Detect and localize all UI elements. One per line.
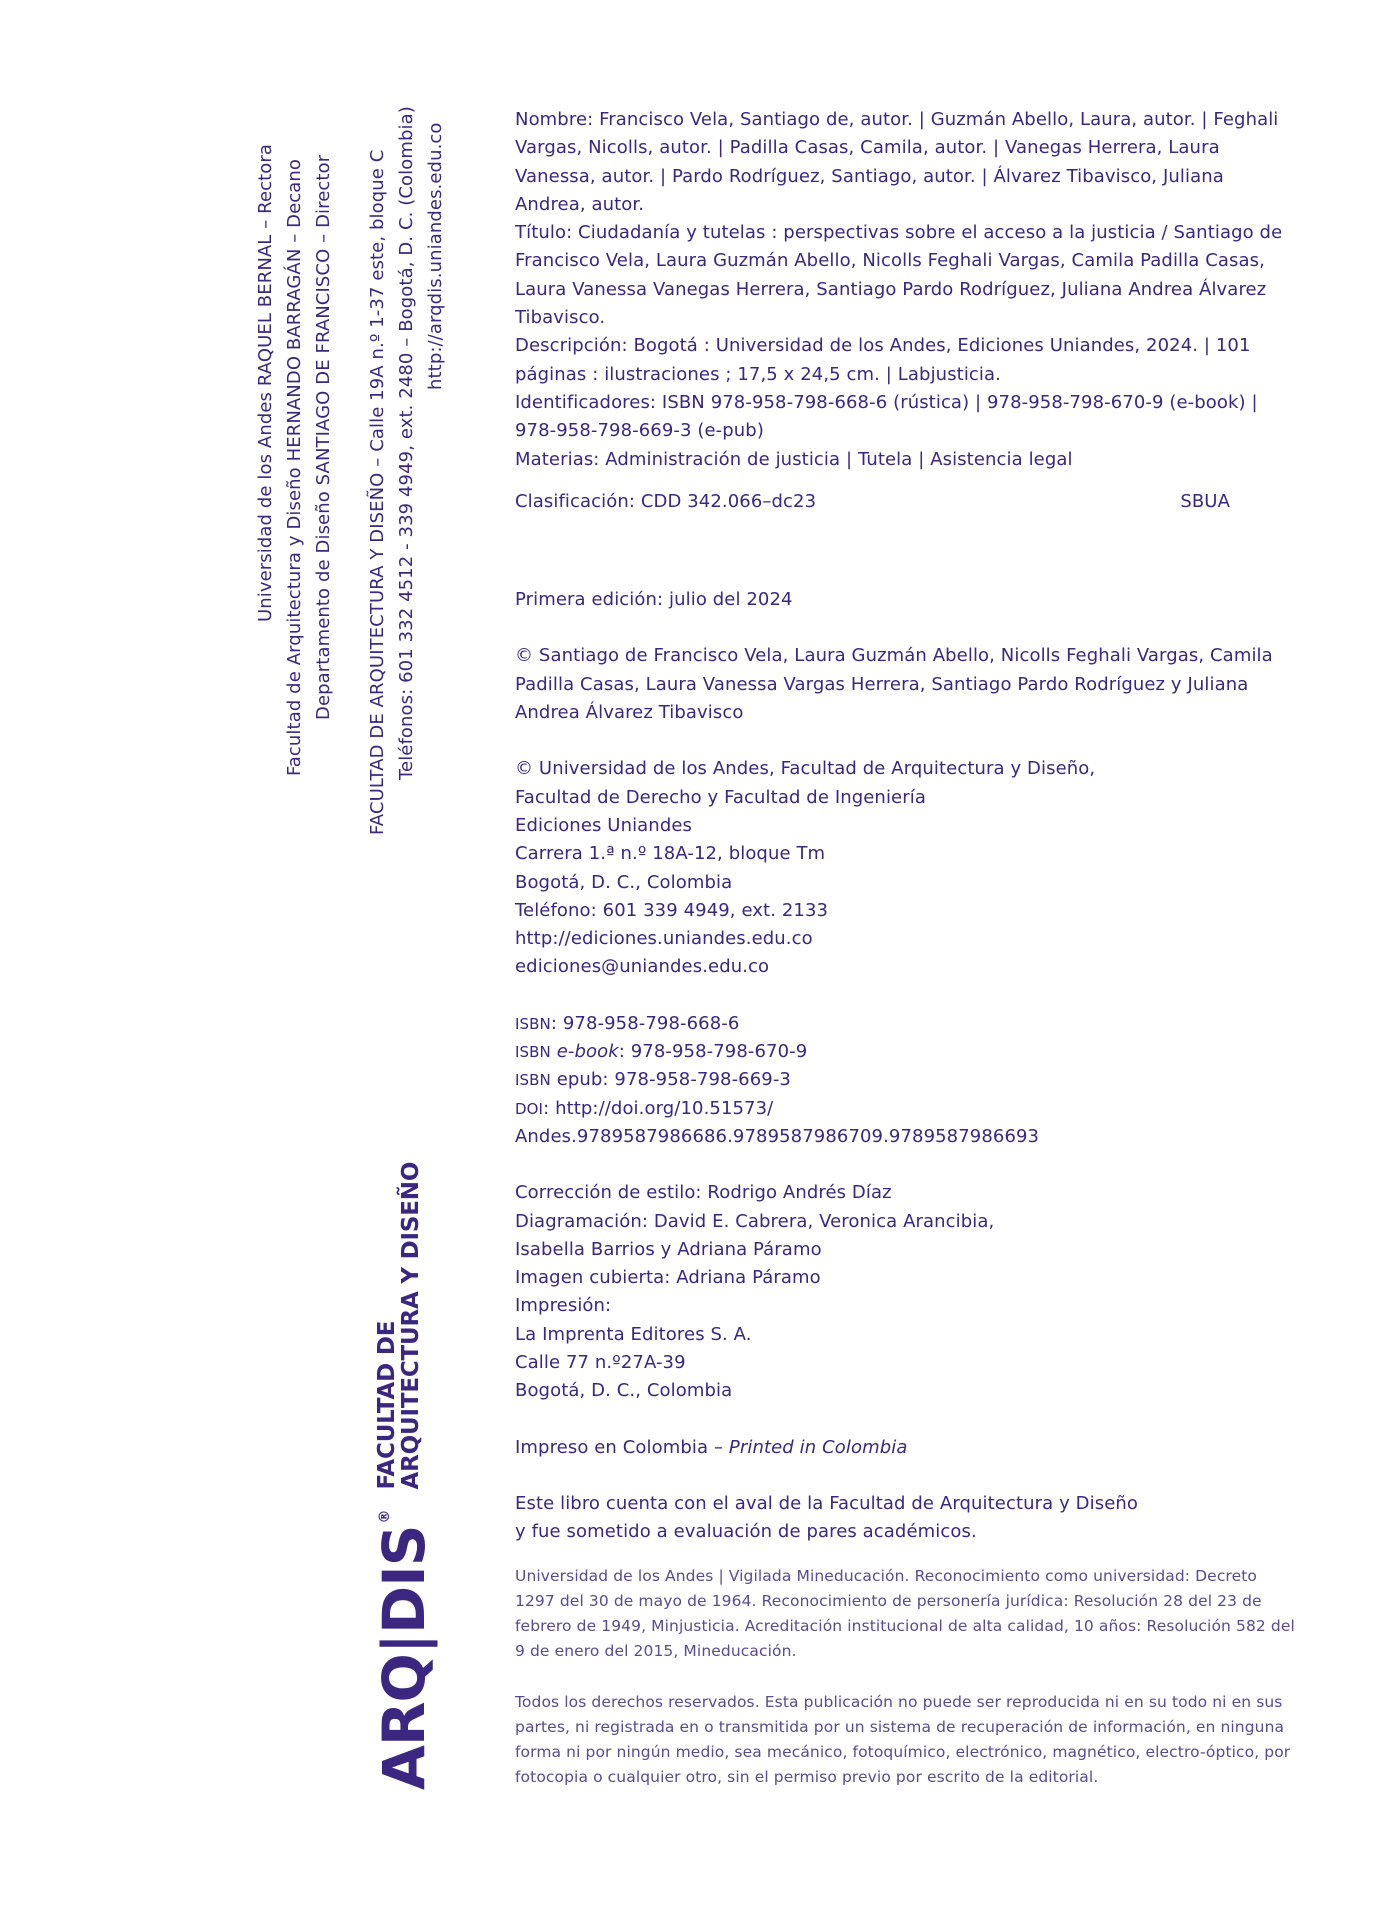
catalog-nombre: Nombre: Francisco Vela, Santiago de, autor. | Guzmán Abello, Laura, autor. | Feghali Vargas, Nicolls, autor. | Padilla Casas, Camila, autor. | Vanegas Herrera, Laura Vanessa, autor. | Pardo Rodríguez, Santiago, autor. | Álvarez Tibavisco, Juliana Andrea, autor. [515, 109, 1279, 215]
publisher-line: Bogotá, D. C., Colombia [515, 871, 733, 893]
doi-value: : http://doi.org/10.51573/ [543, 1097, 774, 1119]
publisher-line: Carrera 1.ª n.º 18A-12, bloque Tm [515, 843, 826, 865]
credit-line: La Imprenta Editores S. A. [515, 1323, 752, 1345]
publisher-line: Ediciones Uniandes [515, 814, 692, 836]
printed-en: Printed in Colombia [728, 1436, 908, 1458]
isbn-value: : 978-958-798-668-6 [550, 1012, 740, 1034]
printed-es: Impreso en Colombia – [515, 1436, 729, 1458]
copyright-authors: © Santiago de Francisco Vela, Laura Guzmán Abello, Nicolls Feghali Vargas, Camila Padilla Casas, Laura Vanessa Vargas Herrera, Santiago Pardo Rodríguez y Juliana Andrea Álvarez Tibavisco [515, 645, 1273, 724]
catalog-materias: Materias: Administración de justicia | Tutela | Asistencia legal [515, 448, 1073, 470]
edition-date: Primera edición: julio del 2024 [515, 589, 793, 611]
credit-line: Calle 77 n.º27A-39 [515, 1351, 686, 1373]
publisher-url: http://ediciones.uniandes.edu.co [515, 928, 813, 950]
credit-line: Diagramación: David E. Cabrera, Veronica Arancibia, [515, 1210, 995, 1232]
publisher-line: Teléfono: 601 339 4949, ext. 2133 [515, 899, 829, 921]
catalog-identificadores: Identificadores: ISBN 978-958-798-668-6 (rústica) | 978-958-798-670-9 (e-book) | 978-958-798-669-3 (e-pub) [515, 391, 1258, 442]
credits-block [515, 1179, 1295, 1405]
vertical-line-rector: Universidad de los Andes RAQUEL BERNAL – Rectora [255, 143, 276, 622]
credit-line: Imagen cubierta: Adriana Páramo [515, 1267, 821, 1289]
isbn-block [515, 1010, 1295, 1151]
credit-line: Impresión: [515, 1295, 612, 1317]
legal-university: Universidad de los Andes | Vigilada Mineducación. Reconocimiento como universidad: Decreto 1297 del 30 de mayo de 1964. Reconocimiento de personería jurídica: Resolución 28 del 23 de febrero de 1949, Minjusticia. Acreditación institucional de alta calidad, 10 años: Resolución 582 del 9 de enero del 2015, Mineducación. [515, 1567, 1295, 1661]
doi [515, 1095, 1295, 1123]
doi-label: DOI [515, 1099, 544, 1118]
catalog-record [515, 106, 1295, 516]
catalog-descripcion: Descripción: Bogotá : Universidad de los Andes, Ediciones Uniandes, 2024. | 101 páginas : ilustraciones ; 17,5 x 24,5 cm. | Labjusticia. [515, 335, 1251, 385]
logo-line-2: ARQUITECTURA Y DISEÑO [398, 1161, 424, 1490]
aval-block [515, 1490, 1295, 1547]
credit-line: Corrección de estilo: Rodrigo Andrés Díaz [515, 1182, 892, 1204]
publisher-block [515, 755, 1295, 981]
credit-line: Bogotá, D. C., Colombia [515, 1380, 733, 1402]
logo-faculty-name [375, 1162, 423, 1490]
colophon-main [515, 106, 1295, 1790]
aval-line: Este libro cuenta con el aval de la Facultad de Arquitectura y Diseño [515, 1492, 1138, 1514]
registered-mark: ® [377, 1509, 393, 1524]
isbn-print [515, 1010, 1295, 1038]
aval-line: y fue sometido a evaluación de pares académicos. [515, 1521, 977, 1543]
isbn-label: ISBN [515, 1043, 551, 1062]
vertical-line-url: http://arqdis.uniandes.edu.co [425, 122, 446, 390]
catalog-clasificacion: Clasificación: CDD 342.066–dc23 [515, 490, 817, 512]
vertical-line-phones: Teléfonos: 601 332 4512 - 339 4949, ext. 2480 – Bogotá, D. C. (Colombia) [396, 106, 417, 780]
vertical-line-dean: Facultad de Arquitectura y Diseño HERNANDO BARRAGÁN – Decano [284, 158, 305, 776]
catalog-titulo: Título: Ciudadanía y tutelas : perspectivas sobre el acceso a la justicia / Santiago de Francisco Vela, Laura Guzmán Abello, Nicolls Feghali Vargas, Camila Padilla Casas, Laura Vanessa Vanegas Herrera, Santiago Pardo Rodríguez, Juliana Andrea Álvarez Tibavisco. [515, 222, 1283, 329]
isbn-value: : 978-958-798-670-9 [618, 1041, 808, 1063]
isbn-value: epub: 978-958-798-669-3 [556, 1069, 791, 1091]
vertical-line-faculty-address: FACULTAD DE ARQUITECTURA Y DISEÑO – Calle 19A n.º 1-37 este, bloque C [367, 149, 388, 835]
publisher-line: Facultad de Derecho y Facultad de Ingeniería [515, 786, 926, 808]
logo-line-1: FACULTAD DE [374, 1320, 400, 1490]
legal-rights: Todos los derechos reservados. Esta publicación no puede ser reproducida ni en su todo ni en sus partes, ni registrada en o transmitida por un sistema de recuperación de información, en ninguna forma ni por ningún medio, sea mecánico, fotoquímico, electrónico, magnético, electro-óptico, por fotocopia o cualquier otro, sin el permiso previo por escrito de la editorial. [515, 1693, 1291, 1787]
publisher-line: © Universidad de los Andes, Facultad de Arquitectura y Diseño, [515, 758, 1096, 780]
isbn-epub [515, 1066, 1295, 1094]
isbn-label: ISBN [515, 1071, 551, 1090]
catalog-classification-row [515, 488, 1230, 516]
catalog-sbua: SBUA [1180, 490, 1230, 512]
vertical-line-director: Departamento de Diseño SANTIAGO DE FRANCISCO – Director [313, 154, 334, 720]
isbn-ebook [515, 1038, 1295, 1066]
isbn-label: ISBN [515, 1014, 551, 1033]
arqdis-logo-mark: ARQ|DIS [370, 1525, 438, 1790]
publisher-email: ediciones@uniandes.edu.co [515, 956, 770, 978]
doi-continued: Andes.9789587986686.9789587986709.9789587986693 [515, 1125, 1040, 1147]
credit-line: Isabella Barrios y Adriana Páramo [515, 1238, 822, 1260]
printed-in [515, 1434, 1295, 1462]
isbn-type: e-book [556, 1041, 619, 1063]
